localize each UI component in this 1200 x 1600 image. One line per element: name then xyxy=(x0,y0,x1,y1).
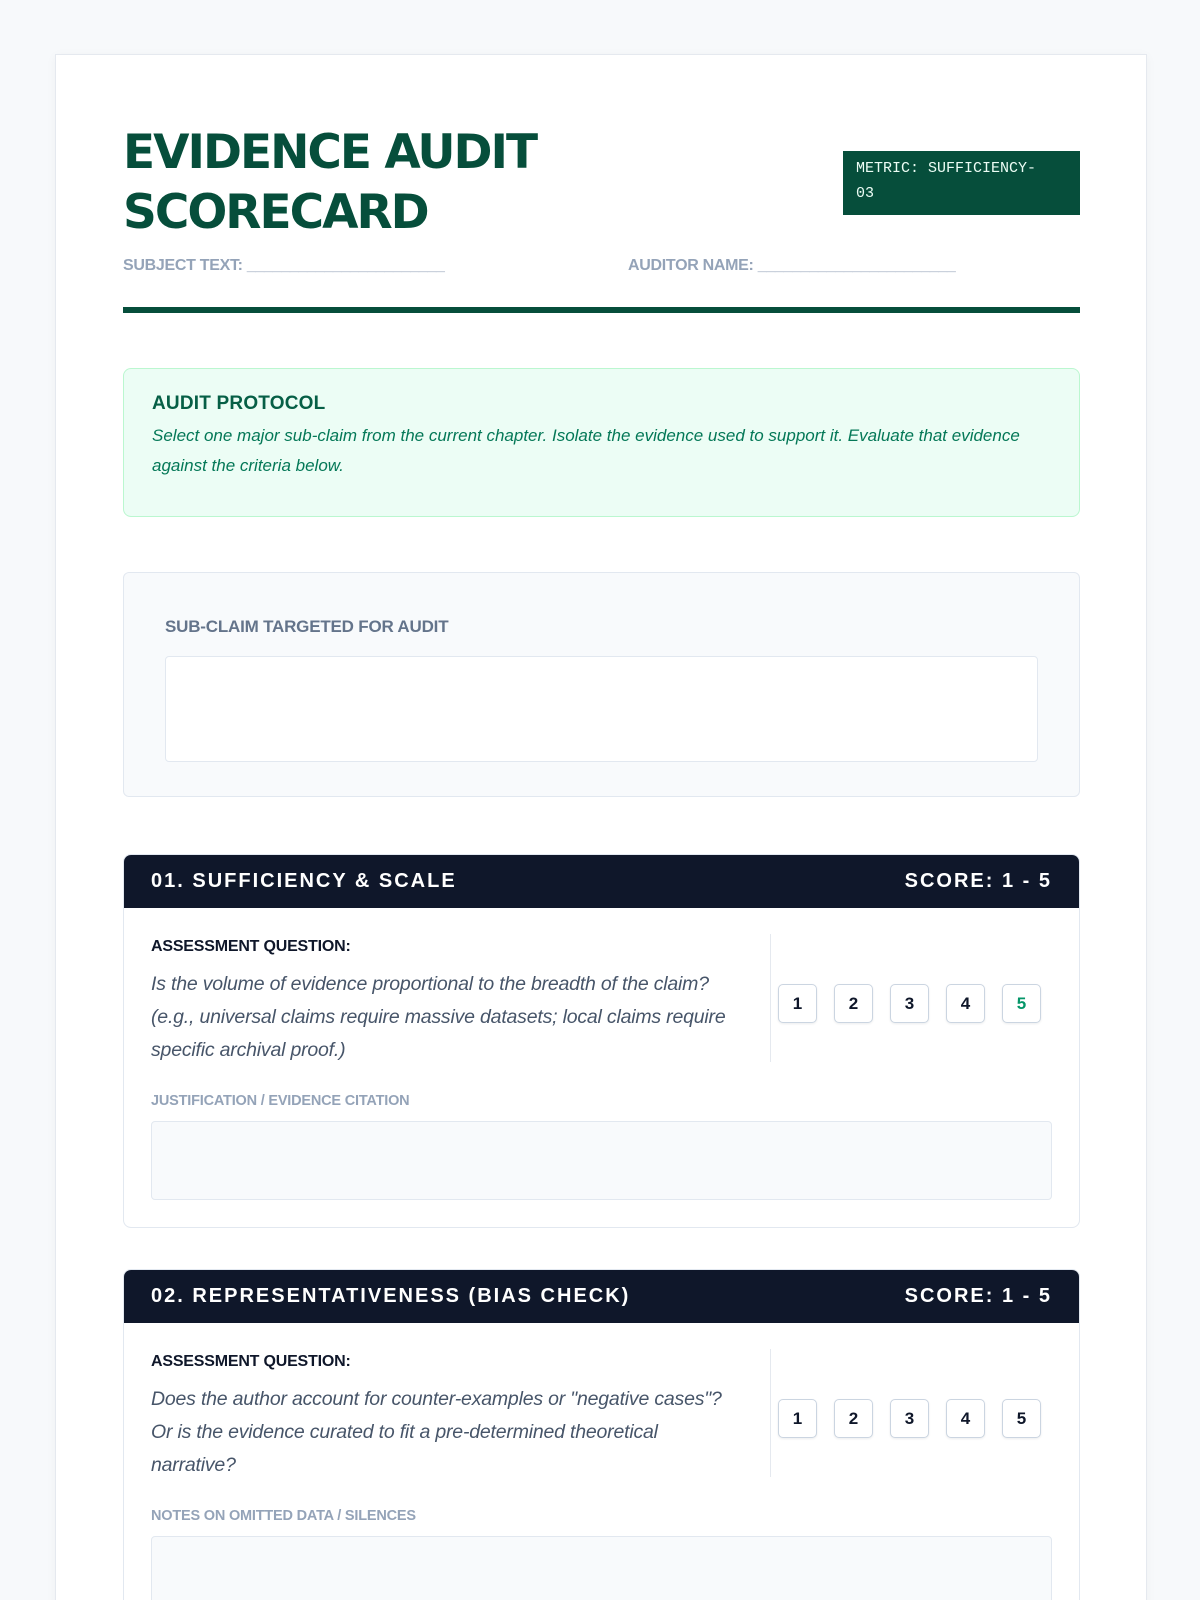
justification-label: JUSTIFICATION / EVIDENCE CITATION xyxy=(151,1093,410,1109)
score-selector xyxy=(778,984,1041,1023)
question-divider xyxy=(770,1349,771,1477)
audit-protocol-box xyxy=(123,368,1080,517)
score-selector xyxy=(778,1399,1041,1438)
score-button-2[interactable]: 2 xyxy=(834,1399,873,1438)
scorecard-sheet xyxy=(55,54,1147,1600)
subclaim-panel xyxy=(123,572,1080,797)
omitted-data-label: NOTES ON OMITTED DATA / SILENCES xyxy=(151,1508,416,1524)
section-sufficiency xyxy=(123,854,1080,1228)
subclaim-label: SUB-CLAIM TARGETED FOR AUDIT xyxy=(165,617,449,636)
question-text: Is the volume of evidence proportional to the breadth of the claim? (e.g., universal claims require massive datasets; local claims require specific archival proof.) xyxy=(151,973,726,1061)
score-button-2[interactable]: 2 xyxy=(834,984,873,1023)
section-title: 02. REPRESENTATIVENESS (BIAS CHECK) xyxy=(151,1285,631,1307)
question-divider xyxy=(770,934,771,1062)
score-button-4[interactable]: 4 xyxy=(946,984,985,1023)
question-label: ASSESSMENT QUESTION: xyxy=(151,1353,351,1370)
metric-line-2: 03 xyxy=(856,185,875,202)
score-range: SCORE: 1 - 5 xyxy=(904,870,1052,892)
question-text: Does the author account for counter-examples or "negative cases"? Or is the evidence curated to fit a pre-determined theoretical narrative? xyxy=(151,1388,722,1476)
question-label: ASSESSMENT QUESTION: xyxy=(151,938,351,955)
score-range: SCORE: 1 - 5 xyxy=(904,1285,1052,1307)
score-button-1[interactable]: 1 xyxy=(778,984,817,1023)
section-title: 01. SUFFICIENCY & SCALE xyxy=(151,870,457,892)
metric-badge xyxy=(843,151,1080,215)
subclaim-input[interactable] xyxy=(165,656,1038,762)
header-divider xyxy=(123,307,1080,313)
score-button-1[interactable]: 1 xyxy=(778,1399,817,1438)
title-line-1: EVIDENCE AUDIT xyxy=(123,125,537,180)
score-button-5[interactable]: 5 xyxy=(1002,1399,1041,1438)
score-button-3[interactable]: 3 xyxy=(890,1399,929,1438)
subject-text-field[interactable]: SUBJECT TEXT: _______________________ xyxy=(123,257,445,274)
metric-line-1: METRIC: SUFFICIENCY- xyxy=(856,160,1037,177)
score-button-4[interactable]: 4 xyxy=(946,1399,985,1438)
title-line-2: SCORECARD xyxy=(123,185,428,240)
auditor-name-field[interactable]: AUDITOR NAME: _______________________ xyxy=(628,257,956,274)
protocol-instructions: Select one major sub-claim from the current chapter. Isolate the evidence used to support it. Evaluate that evidence against the criteria below. xyxy=(152,426,1020,475)
section-header xyxy=(124,855,1079,908)
section-representativeness xyxy=(123,1269,1080,1600)
omitted-data-input[interactable] xyxy=(151,1536,1052,1600)
score-button-5[interactable]: 5 xyxy=(1002,984,1041,1023)
page-title xyxy=(123,123,536,243)
section-header xyxy=(124,1270,1079,1323)
justification-input[interactable] xyxy=(151,1121,1052,1200)
protocol-title: AUDIT PROTOCOL xyxy=(152,393,326,414)
score-button-3[interactable]: 3 xyxy=(890,984,929,1023)
